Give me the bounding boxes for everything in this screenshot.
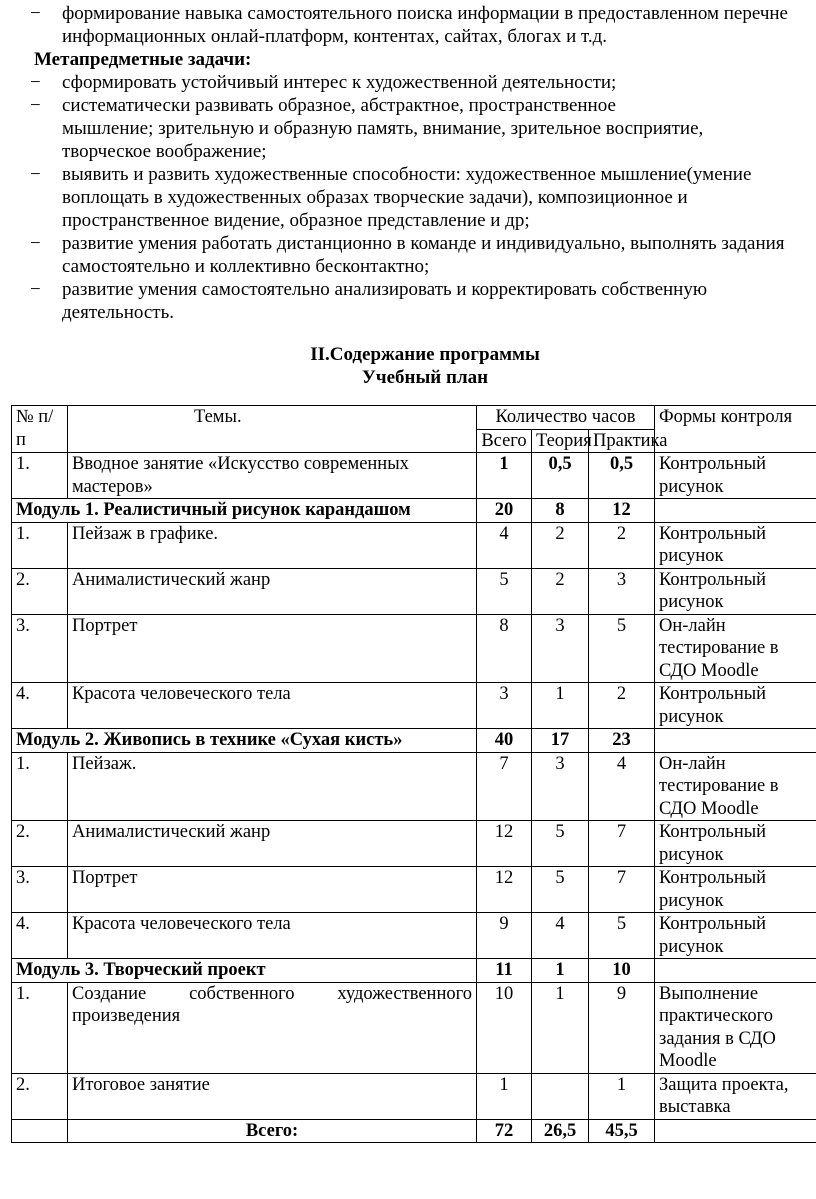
- row-total-hours: 1: [477, 1073, 532, 1119]
- row-theory-hours: 0,5: [532, 453, 589, 499]
- header-num: № п/п: [12, 406, 68, 453]
- intro-bullets: [0, 2, 816, 48]
- row-number: 1.: [12, 982, 68, 1073]
- row-control-form: Контрольный рисунок: [655, 522, 816, 568]
- table-row: [12, 982, 816, 1073]
- row-practice-hours: 2: [589, 683, 655, 729]
- dash-marker: −: [30, 95, 41, 116]
- row-total-hours: 3: [477, 683, 532, 729]
- module-control-empty: [655, 499, 816, 523]
- row-practice-hours: 1: [589, 1073, 655, 1119]
- row-number: 4.: [12, 683, 68, 729]
- meta-bullet-line: выявить и развить художественные способности: художественное мышление(умение: [62, 164, 752, 185]
- table-row: [12, 683, 816, 729]
- row-number: 1.: [12, 752, 68, 821]
- module-control-empty: [655, 729, 816, 753]
- row-total-hours: 12: [477, 821, 532, 867]
- module-practice-hours: 10: [589, 959, 655, 983]
- row-number: 1.: [12, 453, 68, 499]
- meta-bullet-line: воплощать в художественных образах творческие задачи), композиционное и: [62, 187, 688, 208]
- intro-bullet: [0, 2, 816, 48]
- row-theory-hours: 1: [532, 982, 589, 1073]
- row-control-form: Он-лайн тестирование в СДО Moodle: [655, 752, 816, 821]
- table-header-row: [12, 406, 816, 430]
- row-number: 3.: [12, 867, 68, 913]
- meta-bullet-line: самостоятельно и коллективно бесконтактно;: [62, 256, 430, 277]
- row-practice-hours: 0,5: [589, 453, 655, 499]
- row-total-hours: 7: [477, 752, 532, 821]
- meta-bullets: [0, 71, 816, 324]
- module-row: [12, 499, 816, 523]
- row-practice-hours: 7: [589, 821, 655, 867]
- meta-bullet-line: развитие умения работать дистанционно в команде и индивидуально, выполнять задания: [62, 233, 785, 254]
- row-control-form: Выполнение практического задания в СДО Moodle: [655, 982, 816, 1073]
- row-topic: Портрет: [68, 614, 477, 683]
- row-number: 2.: [12, 821, 68, 867]
- table-row: [12, 453, 816, 499]
- row-topic: Пейзаж в графике.: [68, 522, 477, 568]
- row-theory-hours: 2: [532, 522, 589, 568]
- meta-bullet: [0, 94, 816, 163]
- header-total: Всего: [477, 429, 532, 453]
- meta-bullet: [0, 71, 816, 94]
- row-number: 2.: [12, 1073, 68, 1119]
- header-hours: Количество часов: [477, 406, 655, 430]
- module-theory-hours: 1: [532, 959, 589, 983]
- table-row: [12, 752, 816, 821]
- total-empty: [12, 1119, 68, 1143]
- meta-bullet-line: творческое воображение;: [62, 141, 267, 162]
- row-topic: Создание собственного художественного произведения: [68, 982, 477, 1073]
- row-total-hours: 10: [477, 982, 532, 1073]
- grand-theory-hours: 26,5: [532, 1119, 589, 1143]
- meta-bullet-line: развитие умения самостоятельно анализировать и корректировать собственную: [62, 279, 708, 300]
- table-row: [12, 522, 816, 568]
- table-row: [12, 568, 816, 614]
- table-row: [12, 821, 816, 867]
- table-row: [12, 1073, 816, 1119]
- row-total-hours: 12: [477, 867, 532, 913]
- module-theory-hours: 17: [532, 729, 589, 753]
- dash-marker: −: [30, 164, 41, 185]
- meta-bullet: [0, 232, 816, 278]
- module-title: Модуль 1. Реалистичный рисунок карандашом: [12, 499, 477, 523]
- module-row: [12, 959, 816, 983]
- meta-bullet-line: мышление; зрительную и образную память, внимание, зрительное восприятие,: [62, 118, 704, 139]
- module-title: Модуль 2. Живопись в технике «Сухая кисть»: [12, 729, 477, 753]
- module-title: Модуль 3. Творческий проект: [12, 959, 477, 983]
- dash-marker: −: [30, 3, 41, 24]
- row-total-hours: 1: [477, 453, 532, 499]
- grand-total-hours: 72: [477, 1119, 532, 1143]
- meta-bullet-line: сформировать устойчивый интерес к художественной деятельности;: [62, 72, 617, 93]
- row-practice-hours: 3: [589, 568, 655, 614]
- module-total-hours: 20: [477, 499, 532, 523]
- row-topic: Портрет: [68, 867, 477, 913]
- row-topic: Красота человеческого тела: [68, 683, 477, 729]
- row-control-form: Контрольный рисунок: [655, 453, 816, 499]
- row-theory-hours: 3: [532, 752, 589, 821]
- header-practice: Практика: [589, 429, 655, 453]
- dash-marker: −: [30, 279, 41, 300]
- row-total-hours: 5: [477, 568, 532, 614]
- table-row: [12, 867, 816, 913]
- row-total-hours: 4: [477, 522, 532, 568]
- row-theory-hours: 5: [532, 867, 589, 913]
- module-row: [12, 729, 816, 753]
- row-control-form: Защита проекта, выставка: [655, 1073, 816, 1119]
- module-total-hours: 11: [477, 959, 532, 983]
- module-total-hours: 40: [477, 729, 532, 753]
- meta-bullet-line: систематически развивать образное, абстрактное, пространственное: [62, 95, 616, 116]
- row-control-form: Он-лайн тестирование в СДО Moodle: [655, 614, 816, 683]
- intro-bullet-line: формирование навыка самостоятельного поиска информации в предоставленном перечне: [62, 3, 788, 24]
- row-practice-hours: 7: [589, 867, 655, 913]
- section-title: II.Содержание программы: [310, 344, 540, 365]
- meta-bullet: [0, 278, 816, 324]
- row-number: 1.: [12, 522, 68, 568]
- table-row: [12, 913, 816, 959]
- row-control-form: Контрольный рисунок: [655, 568, 816, 614]
- row-number: 4.: [12, 913, 68, 959]
- header-theory: Теория: [532, 429, 589, 453]
- dash-marker: −: [30, 72, 41, 93]
- row-theory-hours: 4: [532, 913, 589, 959]
- row-practice-hours: 2: [589, 522, 655, 568]
- row-control-form: Контрольный рисунок: [655, 913, 816, 959]
- plan-title: Учебный план: [361, 367, 489, 388]
- row-topic: Анималистический жанр: [68, 821, 477, 867]
- row-topic: Итоговое занятие: [68, 1073, 477, 1119]
- row-practice-hours: 5: [589, 913, 655, 959]
- row-total-hours: 8: [477, 614, 532, 683]
- row-control-form: Контрольный рисунок: [655, 821, 816, 867]
- row-theory-hours: 3: [532, 614, 589, 683]
- module-practice-hours: 12: [589, 499, 655, 523]
- header-topics: Темы.: [68, 406, 477, 453]
- intro-bullet-line: информационных онлай-платформ, контентах, сайтах, блогах и т.д.: [62, 26, 608, 47]
- row-total-hours: 9: [477, 913, 532, 959]
- total-label: Всего:: [68, 1119, 477, 1143]
- study-plan-table: [11, 405, 816, 1143]
- module-control-empty: [655, 959, 816, 983]
- row-control-form: Контрольный рисунок: [655, 683, 816, 729]
- row-practice-hours: 4: [589, 752, 655, 821]
- grand-practice-hours: 45,5: [589, 1119, 655, 1143]
- row-control-form: Контрольный рисунок: [655, 867, 816, 913]
- total-row: [12, 1119, 816, 1143]
- meta-bullet: [0, 163, 816, 232]
- header-control: Формы контроля: [655, 406, 816, 453]
- row-number: 2.: [12, 568, 68, 614]
- row-theory-hours: 1: [532, 683, 589, 729]
- row-topic: Пейзаж.: [68, 752, 477, 821]
- table-row: [12, 614, 816, 683]
- total-control-empty: [655, 1119, 816, 1143]
- row-topic: Вводное занятие «Искусство современных мастеров»: [68, 453, 477, 499]
- meta-heading: Метапредметные задачи:: [34, 49, 252, 70]
- meta-bullet-line: пространственное видение, образное представление и др;: [62, 210, 530, 231]
- row-theory-hours: 5: [532, 821, 589, 867]
- dash-marker: −: [30, 233, 41, 254]
- row-theory-hours: 2: [532, 568, 589, 614]
- row-practice-hours: 9: [589, 982, 655, 1073]
- row-topic: Красота человеческого тела: [68, 913, 477, 959]
- row-number: 3.: [12, 614, 68, 683]
- row-practice-hours: 5: [589, 614, 655, 683]
- row-topic: Анималистический жанр: [68, 568, 477, 614]
- row-theory-hours: [532, 1073, 589, 1119]
- module-theory-hours: 8: [532, 499, 589, 523]
- meta-bullet-line: деятельность.: [62, 302, 175, 323]
- module-practice-hours: 23: [589, 729, 655, 753]
